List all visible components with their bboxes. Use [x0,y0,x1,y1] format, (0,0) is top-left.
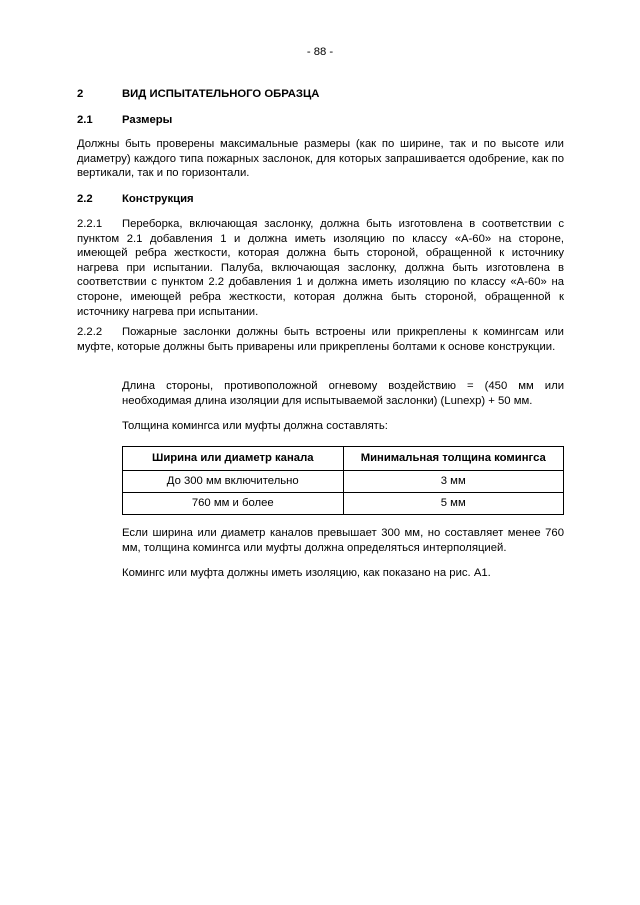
paragraph-2-2-1 [77,217,564,319]
insulation-text: Комингс или муфта должны иметь изоляцию, как показано на рис. А1. [122,567,491,579]
table-row [123,471,564,493]
table-cell-thickness: 5 мм [343,493,564,515]
subsection-title-2-2: Конструкция [122,193,194,205]
table-row [123,493,564,515]
paragraph-text-2-2-1: Переборка, включающая заслонку, должна быть изготовлена в соответствии с пунктом 2.1 добавления 1 и должна иметь изоляцию по классу «A-60» на стороне, имеющей ребра жесткости, которая должна быть стороной, обращенной к источнику нагрева при испытании. Палуба, включающая заслонку, должна быть изготовлена в соответствии с пунктом 2.2 добавления 1 и должна иметь изоляцию по классу «A-60» на стороне, имеющей ребра жесткости, которая должна быть стороной, обращенной к источнику нагрева при испытании. [77,218,564,318]
table-header-min-thickness: Минимальная толщина комингса [343,447,564,471]
table-cell-thickness: 3 мм [343,471,564,493]
section-title: ВИД ИСПЫТАТЕЛЬНОГО ОБРАЗЦА [122,88,320,100]
coaming-thickness-table [122,446,564,515]
table-header-row [123,447,564,471]
paragraph-2-2-2 [77,325,564,354]
table-cell-width: До 300 мм включительно [123,471,344,493]
table-cell-width: 760 мм и более [123,493,344,515]
side-length-text: Длина стороны, противоположной огневому воздействию = (450 мм или необходимая длина изоляции для испытываемой заслонки) (Lunexp) + 50 мм. [122,380,564,407]
subsection-number-2-1: 2.1 [77,114,93,126]
coaming-thickness-intro: Толщина комингса или муфты должна составлять: [122,420,388,432]
subsection-title-2-1: Размеры [122,114,173,126]
paragraph-text-2-2-2: Пожарные заслонки должны быть встроены или прикреплены к комингсам или муфте, которые должны быть приварены или прикреплены болтами к основе конструкции. [77,326,564,353]
paragraph-number-2-2-2: 2.2.2 [77,326,103,338]
paragraph-number-2-2-1: 2.2.1 [77,218,103,230]
section-heading [77,87,319,102]
page-number: - 88 - [306,46,334,58]
subsection-heading-2-1 [77,113,172,128]
subsection-heading-2-2 [77,192,194,207]
subsection-number-2-2: 2.2 [77,193,93,205]
table-header-duct-width: Ширина или диаметр канала [123,447,344,471]
paragraph-2-1: Должны быть проверены максимальные размеры (как по ширине, так и по высоте или диаметру) каждого типа пожарных заслонок, для которых запрашивается одобрение, как по вертикали, так и по горизонтали. [77,138,564,180]
interpolation-text: Если ширина или диаметр каналов превышает 300 мм, но составляет менее 760 мм, толщина комингса или муфты должна определяться интерполяцией. [122,527,564,554]
section-number: 2 [77,88,84,100]
